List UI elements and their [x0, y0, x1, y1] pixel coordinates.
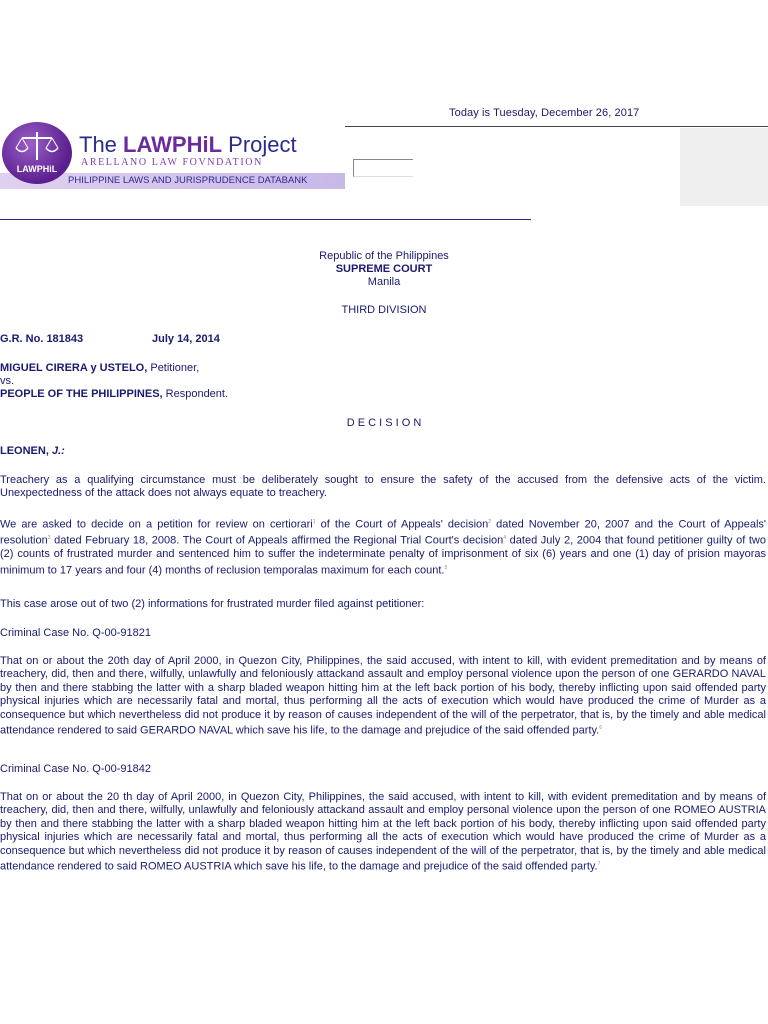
header-divider: [345, 126, 768, 127]
paragraph-3: This case arose out of two (2) informations for frustrated murder filed against petitioner:: [0, 598, 425, 610]
ponente-j: J.:: [51, 445, 65, 457]
footnote-6-link[interactable]: 6: [599, 725, 603, 732]
logo-brand: LAWPHiL: [123, 132, 223, 157]
respondent-role: Respondent.: [162, 388, 229, 400]
footnote-7-link[interactable]: 7: [597, 861, 601, 868]
logo-the: The: [79, 132, 124, 157]
decision-date: July 14, 2014: [152, 333, 220, 345]
case-1-heading: Criminal Case No. Q-00-91821: [0, 627, 152, 639]
footnote-4-link[interactable]: 4: [503, 535, 507, 542]
decision-heading: D E C I S I O N: [346, 417, 422, 429]
p2c: dated November 20, 2007 and the Court of Appeals' resolution: [0, 518, 766, 547]
search-input[interactable]: [353, 159, 413, 177]
side-panel: [680, 128, 768, 206]
petitioner-name: MIGUEL CIRERA y USTELO,: [0, 362, 148, 374]
division-label: THIRD DIVISION: [341, 304, 427, 316]
ponente-name: LEONEN,: [0, 445, 52, 457]
paragraph-1: Treachery as a qualifying circumstance must be deliberately sought to ensure the safety of the accused from the defensive acts of the victim. Unexpectedness of the attack does not always equate to treachery.: [0, 474, 766, 500]
court-name: SUPREME COURT: [335, 263, 433, 275]
scales-of-justice-icon: [2, 122, 72, 184]
today-date: Today is Tuesday, December 26, 2017: [449, 107, 640, 119]
p4-text: That on or about the 20th day of April 2000, in Quezon City, Philippines, the said accused, with intent to kill, with evident premeditation and by means of treachery, did, then and there, wilfully, unlawfully and feloniously attackand assault and employ personal violence upon the person of one GERARDO NAVAL by then and there stabbing the latter with a sharp bladed weapon hitting him at the left back portion of his body, thereby inflicting upon said offended party physical injuries which are necessarily fatal and mortal, thus performing all the acts of execution which would have produced the crime of Murder as a consequence but which nevertheless did not produce it by reason of causes independent of the will of the perpetrator, that is, by the timely and able medical attendance rendered to said GERARDO NAVAL which save his life, to the damage and prejudice of the said offended party.: [0, 655, 766, 737]
case-2-heading: Criminal Case No. Q-00-91842: [0, 763, 152, 775]
paragraph-2: [0, 516, 766, 578]
vs-label: vs.: [0, 375, 15, 387]
logo-foundation: ARELLANO LAW FOVNDATION: [81, 157, 263, 168]
respondent-name: PEOPLE OF THE PHILIPPINES,: [0, 388, 163, 400]
paragraph-5: [0, 791, 766, 874]
gr-number: G.R. No. 181843: [0, 333, 84, 345]
city-label: Manila: [367, 276, 401, 288]
footnote-3-link[interactable]: 3: [47, 535, 51, 542]
logo-project: Project: [222, 132, 297, 157]
ponente: [0, 445, 65, 457]
respondent-line: [0, 388, 228, 400]
footnote-1-link[interactable]: 1: [312, 519, 316, 525]
logo-title: [79, 132, 297, 158]
logo-badge-text: LAWPHiL: [16, 164, 58, 174]
p2e: dated July 2, 2004 that found petitioner guilty of two (2) counts of frustrated murder and sentenced him to suffer the indeterminate penalty of imprisonment of six (6) years and one (1) day of prision mayoras minimum to 17 years and four (4) months of reclusion temporalas maximum for each count.: [0, 534, 766, 577]
petitioner-line: [0, 362, 199, 374]
footnote-2-link[interactable]: 2: [488, 519, 492, 525]
header-rule: [0, 219, 531, 220]
p2a: We are asked to decide on a petition for review on certiorari: [0, 518, 313, 531]
petitioner-role: Petitioner,: [147, 362, 200, 374]
lawphil-logo[interactable]: [0, 120, 345, 190]
republic-label: Republic of the Philippines: [319, 250, 449, 262]
footnote-5-link[interactable]: 5: [444, 564, 448, 571]
paragraph-4: [0, 655, 766, 738]
logo-tagline: PHILIPPINE LAWS AND JURISPRUDENCE DATABANK: [68, 175, 308, 186]
p2d: dated February 18, 2008. The Court of Appeals affirmed the Regional Trial Court's decision: [50, 534, 504, 547]
p5-text: That on or about the 20 th day of April 2000, in Quezon City, Philippines, the said accused, with intent to kill, with evident premeditation and by means of treachery, did, then and there, wilfully, unlawfully and feloniously attackand assault and employ personal violence upon the person of one ROMEO AUSTRIA by then and there stabbing the latter with a sharp bladed weapon hitting him at the left back portion of his body, thereby inflicting upon said offended party physical injuries which are necessarily fatal and mortal, thus performing all the acts of execution which would have produced the crime of Murder as a consequence but which nevertheless did not produce it by reason of causes independent of the will of the perpetrator, that is, by the timely and able medical attendance rendered to said ROMEO AUSTRIA which save his life, to the damage and prejudice of the said offended party.: [0, 791, 766, 873]
p2b: of the Court of Appeals' decision: [315, 518, 489, 531]
logo-emblem-icon: [2, 122, 72, 184]
